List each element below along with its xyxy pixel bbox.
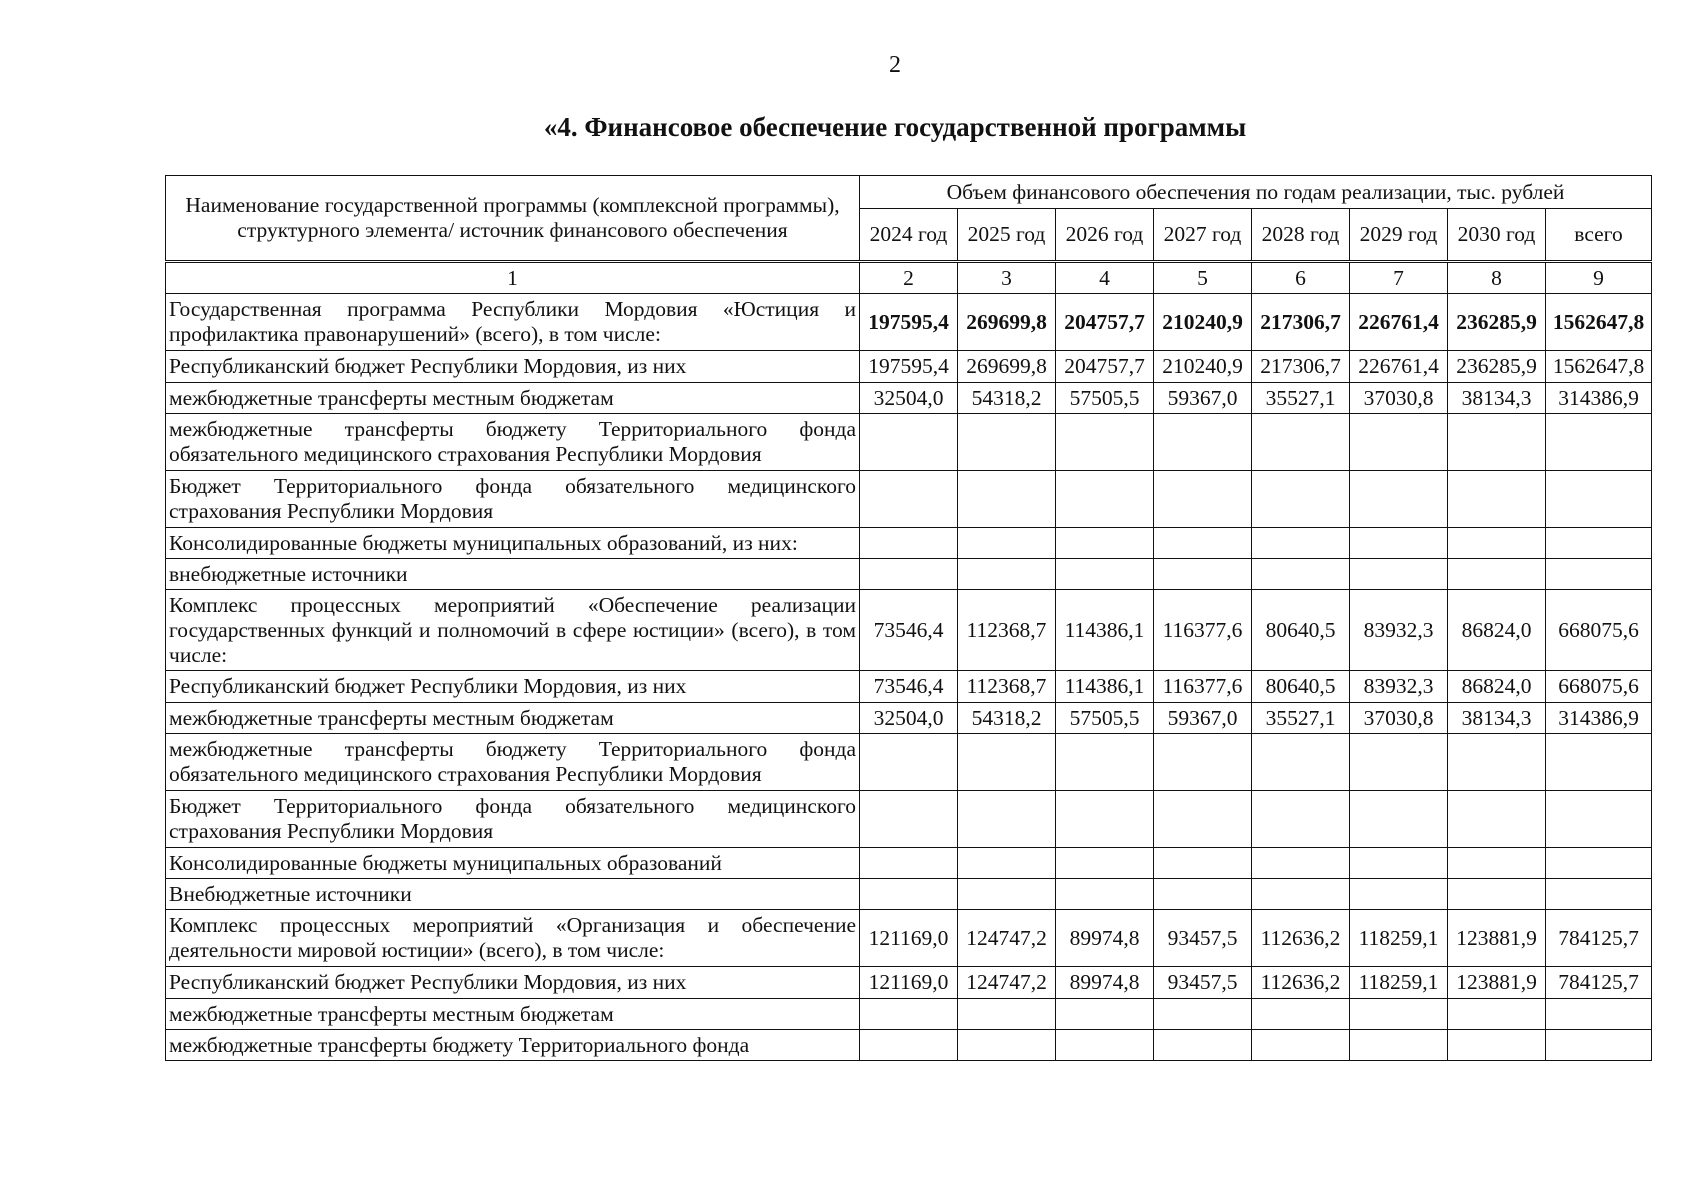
value-cell (1448, 791, 1546, 848)
row-name-cell: межбюджетные трансферты местным бюджетам (166, 703, 860, 734)
col-number: 2 (860, 262, 958, 294)
table-row (166, 351, 1652, 383)
value-cell (1448, 1030, 1546, 1061)
value-cell: 236285,9 (1448, 294, 1546, 351)
value-cell (1056, 559, 1154, 590)
value-cell (1448, 528, 1546, 559)
value-cell: 80640,5 (1252, 590, 1350, 671)
value-cell (1252, 559, 1350, 590)
value-cell (1350, 1030, 1448, 1061)
value-cell (860, 559, 958, 590)
value-cell: 121169,0 (860, 967, 958, 999)
table-row (166, 999, 1652, 1030)
value-cell (1350, 791, 1448, 848)
value-cell (1154, 734, 1252, 791)
table-row (166, 528, 1652, 559)
total-cell: 314386,9 (1546, 383, 1652, 414)
value-cell (958, 848, 1056, 879)
table-row (166, 910, 1652, 967)
value-cell (1056, 734, 1154, 791)
total-cell (1546, 414, 1652, 471)
value-cell: 73546,4 (860, 671, 958, 703)
value-cell (1252, 848, 1350, 879)
row-name-cell: межбюджетные трансферты бюджету Территориального фонда обязательного медицинского страхования Республики Мордовия (166, 414, 860, 471)
value-cell (860, 1030, 958, 1061)
year-header: 2028 год (1252, 209, 1350, 262)
value-cell (1350, 999, 1448, 1030)
col-number: 3 (958, 262, 1056, 294)
value-cell: 86824,0 (1448, 590, 1546, 671)
value-cell (1056, 879, 1154, 910)
row-name-cell: Республиканский бюджет Республики Мордовия, из них (166, 351, 860, 383)
value-cell (860, 528, 958, 559)
value-cell: 226761,4 (1350, 294, 1448, 351)
value-cell: 112636,2 (1252, 910, 1350, 967)
value-cell: 118259,1 (1350, 910, 1448, 967)
value-cell (958, 471, 1056, 528)
value-cell: 210240,9 (1154, 351, 1252, 383)
value-cell (1056, 791, 1154, 848)
row-name-cell: межбюджетные трансферты бюджету Территориального фонда обязательного медицинского страхования Республики Мордовия (166, 734, 860, 791)
value-cell: 269699,8 (958, 294, 1056, 351)
value-cell (1252, 414, 1350, 471)
value-cell: 83932,3 (1350, 671, 1448, 703)
total-cell: 784125,7 (1546, 967, 1652, 999)
value-cell: 112636,2 (1252, 967, 1350, 999)
value-cell (958, 734, 1056, 791)
col-number: 5 (1154, 262, 1252, 294)
value-cell: 38134,3 (1448, 703, 1546, 734)
table-row (166, 791, 1652, 848)
value-cell: 32504,0 (860, 703, 958, 734)
value-cell (958, 559, 1056, 590)
year-header: 2029 год (1350, 209, 1448, 262)
value-cell (1154, 791, 1252, 848)
total-cell: 784125,7 (1546, 910, 1652, 967)
total-cell: 668075,6 (1546, 671, 1652, 703)
row-name-cell: Консолидированные бюджеты муниципальных образований (166, 848, 860, 879)
value-cell (958, 791, 1056, 848)
value-cell (860, 414, 958, 471)
value-cell (1154, 528, 1252, 559)
row-name-cell: Бюджет Территориального фонда обязательного медицинского страхования Республики Мордовия (166, 471, 860, 528)
value-cell: 59367,0 (1154, 703, 1252, 734)
value-cell: 210240,9 (1154, 294, 1252, 351)
value-cell (860, 791, 958, 848)
total-cell (1546, 879, 1652, 910)
value-cell (1252, 471, 1350, 528)
col-number: 6 (1252, 262, 1350, 294)
value-cell: 89974,8 (1056, 910, 1154, 967)
table-row (166, 703, 1652, 734)
value-cell: 37030,8 (1350, 703, 1448, 734)
table-row (166, 414, 1652, 471)
section-title: «4. Финансовое обеспечение государственной программы (543, 112, 1247, 142)
value-cell: 93457,5 (1154, 967, 1252, 999)
total-cell: 314386,9 (1546, 703, 1652, 734)
value-cell: 116377,6 (1154, 590, 1252, 671)
header-name-cell: Наименование государственной программы (комплексной программы), структурного элемента/ источник финансового обеспечения (166, 176, 860, 262)
value-cell: 204757,7 (1056, 294, 1154, 351)
value-cell: 35527,1 (1252, 383, 1350, 414)
row-name-cell: межбюджетные трансферты бюджету Территориального фонда (166, 1030, 860, 1061)
row-name-cell: Государственная программа Республики Мордовия «Юстиция и профилактика правонарушений» (всего), в том числе: (166, 294, 860, 351)
value-cell (958, 999, 1056, 1030)
value-cell (958, 528, 1056, 559)
value-cell (1350, 879, 1448, 910)
total-cell: 668075,6 (1546, 590, 1652, 671)
value-cell: 217306,7 (1252, 351, 1350, 383)
value-cell (1448, 879, 1546, 910)
table-row (166, 559, 1652, 590)
year-header: 2026 год (1056, 209, 1154, 262)
value-cell: 54318,2 (958, 383, 1056, 414)
value-cell: 121169,0 (860, 910, 958, 967)
value-cell (1350, 848, 1448, 879)
value-cell (1350, 559, 1448, 590)
total-header: всего (1546, 209, 1652, 262)
table-row (166, 734, 1652, 791)
value-cell: 57505,5 (1056, 703, 1154, 734)
value-cell (1154, 559, 1252, 590)
total-cell (1546, 471, 1652, 528)
column-numbers-row (166, 262, 1652, 294)
col-number: 1 (166, 262, 860, 294)
row-name-cell: внебюджетные источники (166, 559, 860, 590)
page-number: 2 (889, 52, 901, 78)
value-cell (1252, 1030, 1350, 1061)
table-row (166, 879, 1652, 910)
value-cell (1350, 414, 1448, 471)
value-cell (1056, 414, 1154, 471)
value-cell: 114386,1 (1056, 590, 1154, 671)
row-name-cell: Внебюджетные источники (166, 879, 860, 910)
row-name-cell: Комплекс процессных мероприятий «Организация и обеспечение деятельности мировой юстиции» (всего), в том числе: (166, 910, 860, 967)
col-number: 4 (1056, 262, 1154, 294)
total-cell (1546, 1030, 1652, 1061)
value-cell: 123881,9 (1448, 910, 1546, 967)
total-cell (1546, 734, 1652, 791)
value-cell: 73546,4 (860, 590, 958, 671)
value-cell (1056, 848, 1154, 879)
value-cell (1448, 848, 1546, 879)
value-cell (1350, 471, 1448, 528)
row-name-cell: Комплекс процессных мероприятий «Обеспечение реализации государственных функций и полномочий в сфере юстиции» (всего), в том числе: (166, 590, 860, 671)
total-cell (1546, 528, 1652, 559)
row-name-cell: Бюджет Территориального фонда обязательного медицинского страхования Республики Мордовия (166, 791, 860, 848)
total-cell (1546, 791, 1652, 848)
value-cell (1056, 528, 1154, 559)
value-cell: 37030,8 (1350, 383, 1448, 414)
value-cell (958, 1030, 1056, 1061)
table-row (166, 383, 1652, 414)
year-header: 2030 год (1448, 209, 1546, 262)
value-cell: 38134,3 (1448, 383, 1546, 414)
value-cell (860, 848, 958, 879)
value-cell: 57505,5 (1056, 383, 1154, 414)
row-name-cell: Республиканский бюджет Республики Мордовия, из них (166, 671, 860, 703)
value-cell: 93457,5 (1154, 910, 1252, 967)
value-cell: 236285,9 (1448, 351, 1546, 383)
row-name-cell: межбюджетные трансферты местным бюджетам (166, 383, 860, 414)
year-header: 2024 год (860, 209, 958, 262)
value-cell (1056, 999, 1154, 1030)
value-cell (958, 879, 1056, 910)
value-cell: 217306,7 (1252, 294, 1350, 351)
total-cell: 1562647,8 (1546, 294, 1652, 351)
value-cell (860, 999, 958, 1030)
row-name-cell: межбюджетные трансферты местным бюджетам (166, 999, 860, 1030)
value-cell (860, 734, 958, 791)
year-header: 2027 год (1154, 209, 1252, 262)
table-row (166, 967, 1652, 999)
table-row (166, 294, 1652, 351)
value-cell (1350, 734, 1448, 791)
value-cell: 269699,8 (958, 351, 1056, 383)
year-header: 2025 год (958, 209, 1056, 262)
value-cell: 86824,0 (1448, 671, 1546, 703)
value-cell (1252, 791, 1350, 848)
value-cell: 35527,1 (1252, 703, 1350, 734)
value-cell (860, 879, 958, 910)
value-cell (1252, 734, 1350, 791)
col-number: 9 (1546, 262, 1652, 294)
col-number: 8 (1448, 262, 1546, 294)
value-cell: 89974,8 (1056, 967, 1154, 999)
value-cell: 197595,4 (860, 351, 958, 383)
total-cell (1546, 559, 1652, 590)
table-row (166, 671, 1652, 703)
total-cell (1546, 999, 1652, 1030)
total-cell (1546, 848, 1652, 879)
value-cell (958, 414, 1056, 471)
value-cell (1056, 1030, 1154, 1061)
header-volume-cell: Объем финансового обеспечения по годам реализации, тыс. рублей (860, 176, 1652, 209)
value-cell: 54318,2 (958, 703, 1056, 734)
table-row (166, 590, 1652, 671)
value-cell (1154, 414, 1252, 471)
value-cell: 112368,7 (958, 590, 1056, 671)
value-cell: 226761,4 (1350, 351, 1448, 383)
header-row-top (166, 176, 1652, 209)
value-cell: 112368,7 (958, 671, 1056, 703)
value-cell (1350, 528, 1448, 559)
value-cell: 118259,1 (1350, 967, 1448, 999)
col-number: 7 (1350, 262, 1448, 294)
value-cell: 123881,9 (1448, 967, 1546, 999)
row-name-cell: Республиканский бюджет Республики Мордовия, из них (166, 967, 860, 999)
total-cell: 1562647,8 (1546, 351, 1652, 383)
value-cell: 32504,0 (860, 383, 958, 414)
value-cell: 204757,7 (1056, 351, 1154, 383)
value-cell: 80640,5 (1252, 671, 1350, 703)
value-cell: 197595,4 (860, 294, 958, 351)
value-cell (1154, 471, 1252, 528)
value-cell: 124747,2 (958, 967, 1056, 999)
value-cell (1056, 471, 1154, 528)
table-row (166, 471, 1652, 528)
value-cell (1252, 528, 1350, 559)
value-cell (1252, 999, 1350, 1030)
value-cell (1252, 879, 1350, 910)
value-cell: 83932,3 (1350, 590, 1448, 671)
table-row (166, 1030, 1652, 1061)
value-cell (1448, 414, 1546, 471)
value-cell (1154, 848, 1252, 879)
financing-table (165, 175, 1652, 1061)
value-cell (860, 471, 958, 528)
value-cell (1448, 999, 1546, 1030)
value-cell: 59367,0 (1154, 383, 1252, 414)
value-cell (1448, 471, 1546, 528)
value-cell (1448, 734, 1546, 791)
table-row (166, 848, 1652, 879)
value-cell (1154, 879, 1252, 910)
value-cell: 124747,2 (958, 910, 1056, 967)
value-cell (1448, 559, 1546, 590)
value-cell: 116377,6 (1154, 671, 1252, 703)
value-cell (1154, 1030, 1252, 1061)
value-cell (1154, 999, 1252, 1030)
value-cell: 114386,1 (1056, 671, 1154, 703)
row-name-cell: Консолидированные бюджеты муниципальных образований, из них: (166, 528, 860, 559)
